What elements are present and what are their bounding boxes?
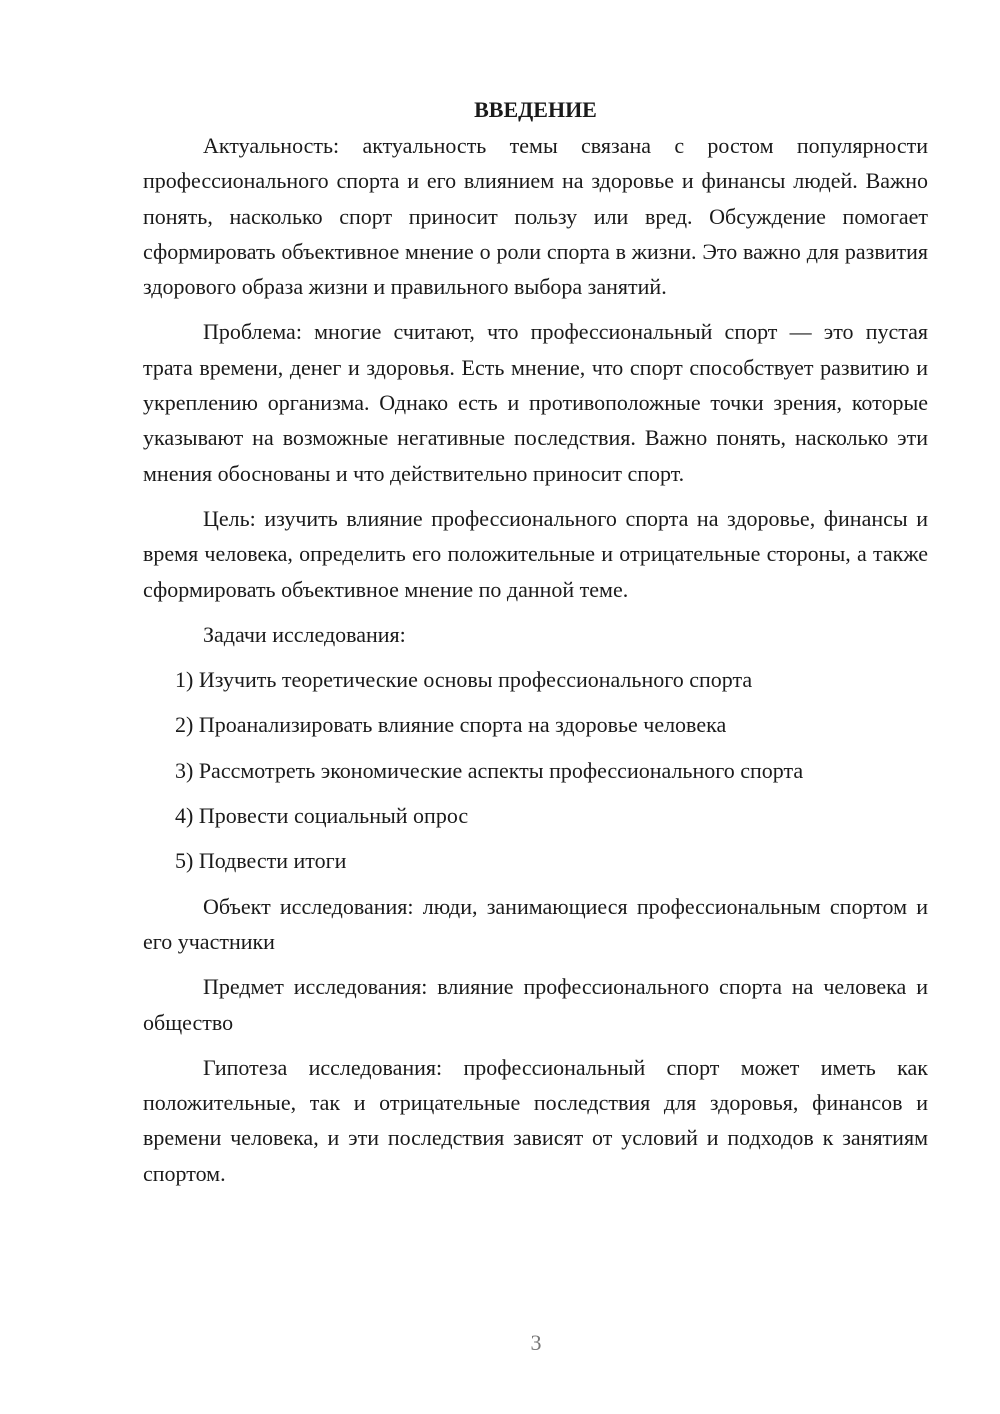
paragraph-object: Объект исследования: люди, занимающиеся профессиональным спортом и его участники (143, 893, 928, 954)
section-title: ВВЕДЕНИЕ (474, 97, 597, 122)
list-item: 1) Изучить теоретические основы профессионального спорта (175, 667, 753, 693)
list-item: 4) Провести социальный опрос (175, 803, 469, 829)
tasks-label: Задачи исследования: (203, 621, 406, 647)
paragraph-goal: Цель: изучить влияние профессионального спорта на здоровье, финансы и время человека, определить его положительные и отрицательные стороны, а также сформировать объективное мнение по данной теме. (143, 505, 928, 602)
paragraph-hypothesis: Гипотеза исследования: профессиональный спорт может иметь как положительные, так и отрицательные последствия для здоровья, финансов и времени человека, и эти последствия зависят от условий и подходов к занятиям спортом. (143, 1054, 928, 1186)
list-item: 2) Проанализировать влияние спорта на здоровье человека (175, 712, 727, 738)
document-page (143, 92, 928, 1201)
paragraph-problem: Проблема: многие считают, что профессиональный спорт — это пустая трата времени, денег и здоровья. Есть мнение, что спорт способствует развитию и укреплению организма. Однако есть и противоположные точки зрения, которые указывают на возможные негативные последствия. Важно понять, насколько эти мнения обоснованы и что действительно приносит спорт. (143, 319, 928, 486)
tasks-list (143, 662, 928, 878)
page-number: 3 (530, 1330, 542, 1355)
paragraph-subject: Предмет исследования: влияние профессионального спорта на человека и общество (143, 974, 928, 1035)
paragraph-relevance: Актуальность: актуальность темы связана с ростом популярности профессионального спорта и его влиянием на здоровье и финансы людей. Важно понять, насколько спорт приносит пользу или вред. Обсуждение помогает сформировать объективное мнение о роли спорта в жизни. Это важно для развития здорового образа жизни и правильного выбора занятий. (143, 133, 928, 300)
list-item: 5) Подвести итоги (175, 848, 347, 874)
list-item: 3) Рассмотреть экономические аспекты профессионального спорта (175, 757, 804, 783)
